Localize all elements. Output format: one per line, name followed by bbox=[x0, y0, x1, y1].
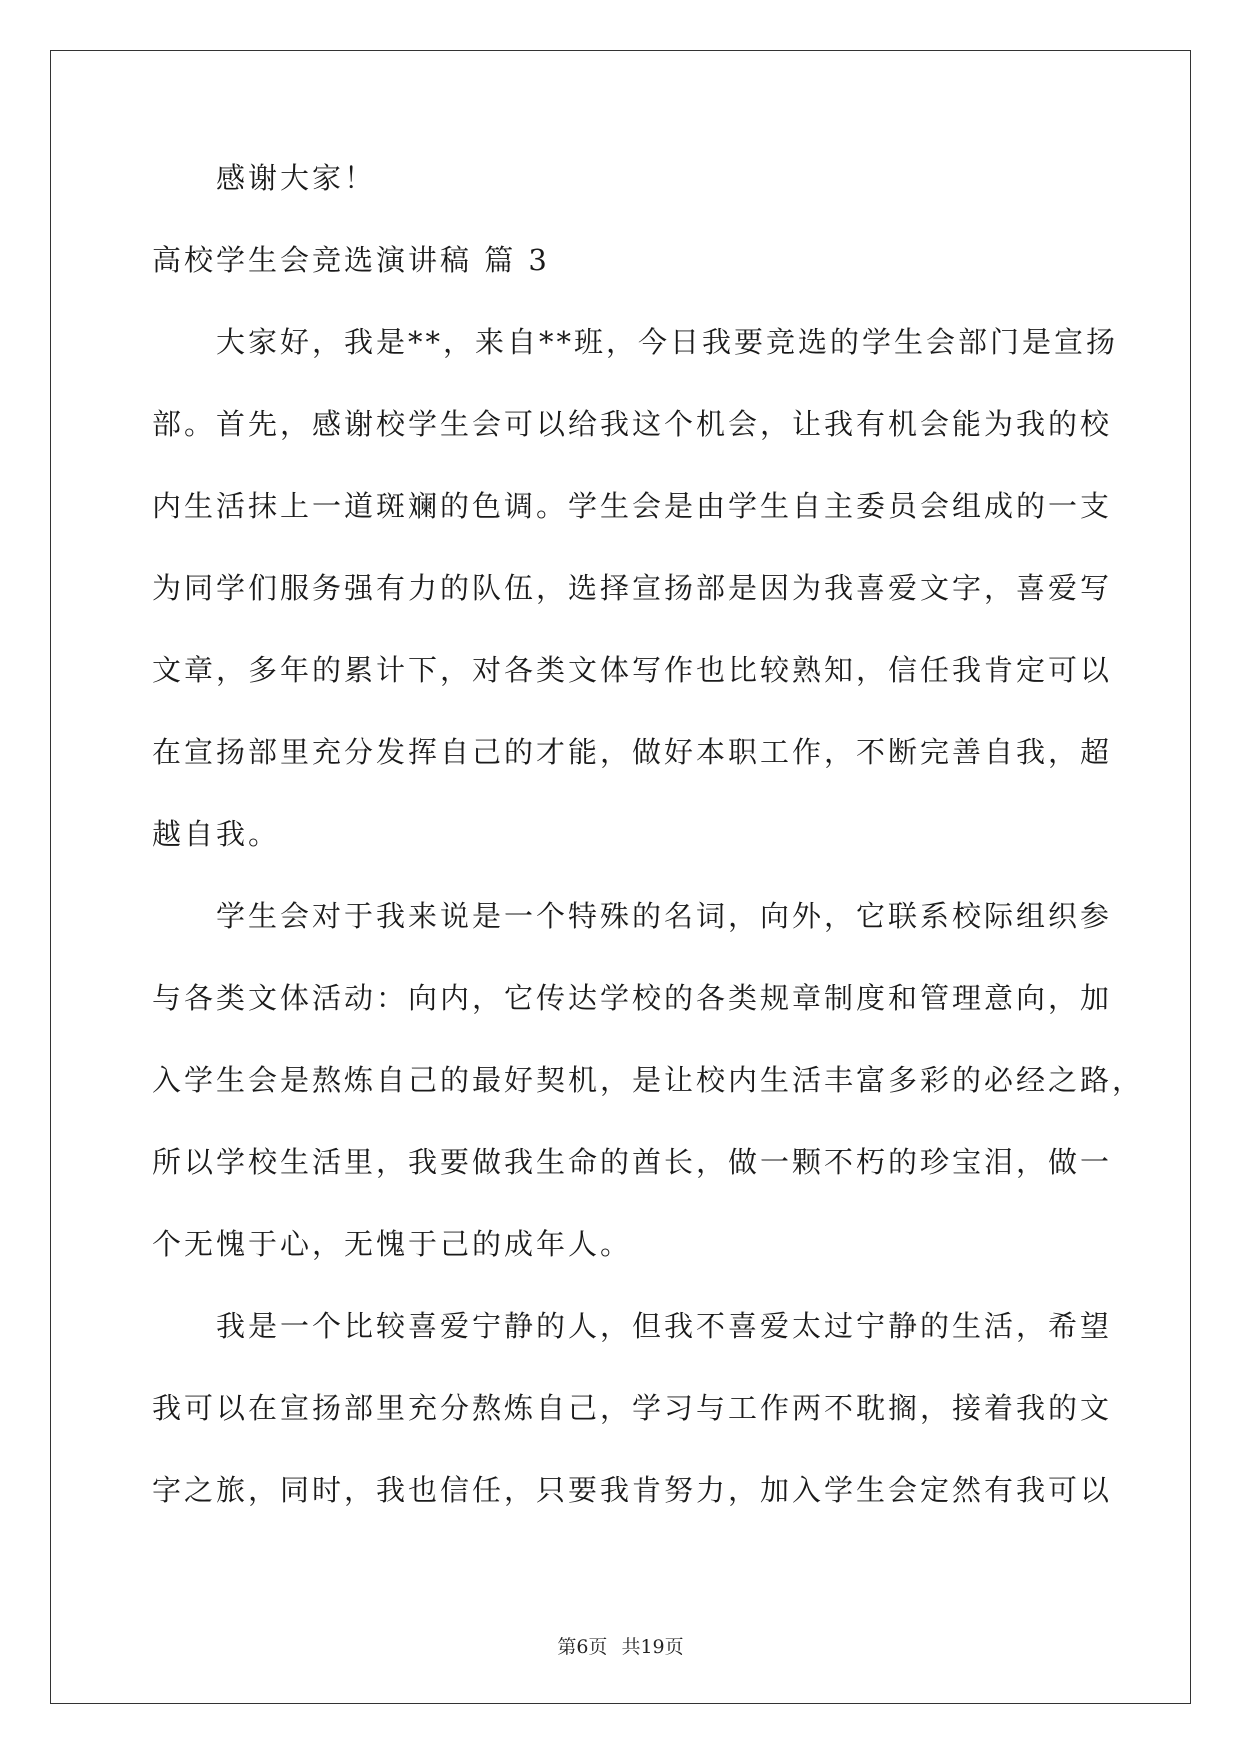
page-footer bbox=[0, 1632, 1241, 1659]
closing-line: 感谢大家！ bbox=[216, 161, 377, 195]
paragraph-line: 入学生会是熬炼自己的最好契机，是让校内生活丰富多彩的必经之路， bbox=[152, 1063, 1145, 1097]
paragraph-block bbox=[152, 301, 1145, 1531]
paragraph-line: 为同学们服务强有力的队伍，选择宣扬部是因为我喜爱文字，喜爱写 bbox=[152, 571, 1113, 605]
paragraph-line: 字之旅，同时，我也信任，只要我肯努力，加入学生会定然有我可以 bbox=[152, 1473, 1113, 1507]
paragraph-line: 与各类文体活动：向内，它传达学校的各类规章制度和管理意向，加 bbox=[152, 981, 1113, 1015]
paragraph-3 bbox=[152, 1285, 1113, 1531]
paragraph-line: 越自我。 bbox=[152, 817, 281, 851]
page-number: 第6页 bbox=[557, 1636, 608, 1658]
paragraph-line: 部。首先，感谢校学生会可以给我这个机会，让我有机会能为我的校 bbox=[152, 407, 1113, 441]
paragraph-line: 大家好，我是**，来自**班，今日我要竞选的学生会部门是宣扬 bbox=[216, 325, 1119, 359]
paragraph-line: 内生活抹上一道斑斓的色调。学生会是由学生自主委员会组成的一支 bbox=[152, 489, 1113, 523]
paragraph-line: 文章，多年的累计下，对各类文体写作也比较熟知，信任我肯定可以 bbox=[152, 653, 1113, 687]
paragraph-line: 在宣扬部里充分发挥自己的才能，做好本职工作，不断完善自我，超 bbox=[152, 735, 1113, 769]
paragraph-line: 学生会对于我来说是一个特殊的名词，向外，它联系校际组织参 bbox=[216, 899, 1113, 933]
paragraph-line: 所以学校生活里，我要做我生命的酋长，做一颗不朽的珍宝泪，做一 bbox=[152, 1145, 1113, 1179]
section-heading: 高校学生会竞选演讲稿 篇 3 bbox=[152, 243, 550, 277]
page-total: 共19页 bbox=[621, 1636, 684, 1658]
paragraph-line: 个无愧于心，无愧于己的成年人。 bbox=[152, 1227, 633, 1261]
paragraph-1 bbox=[152, 301, 1119, 875]
paragraph-line: 我是一个比较喜爱宁静的人，但我不喜爱太过宁静的生活，希望 bbox=[216, 1309, 1113, 1343]
paragraph-line: 我可以在宣扬部里充分熬炼自己，学习与工作两不耽搁，接着我的文 bbox=[152, 1391, 1113, 1425]
paragraph-2 bbox=[152, 875, 1145, 1285]
